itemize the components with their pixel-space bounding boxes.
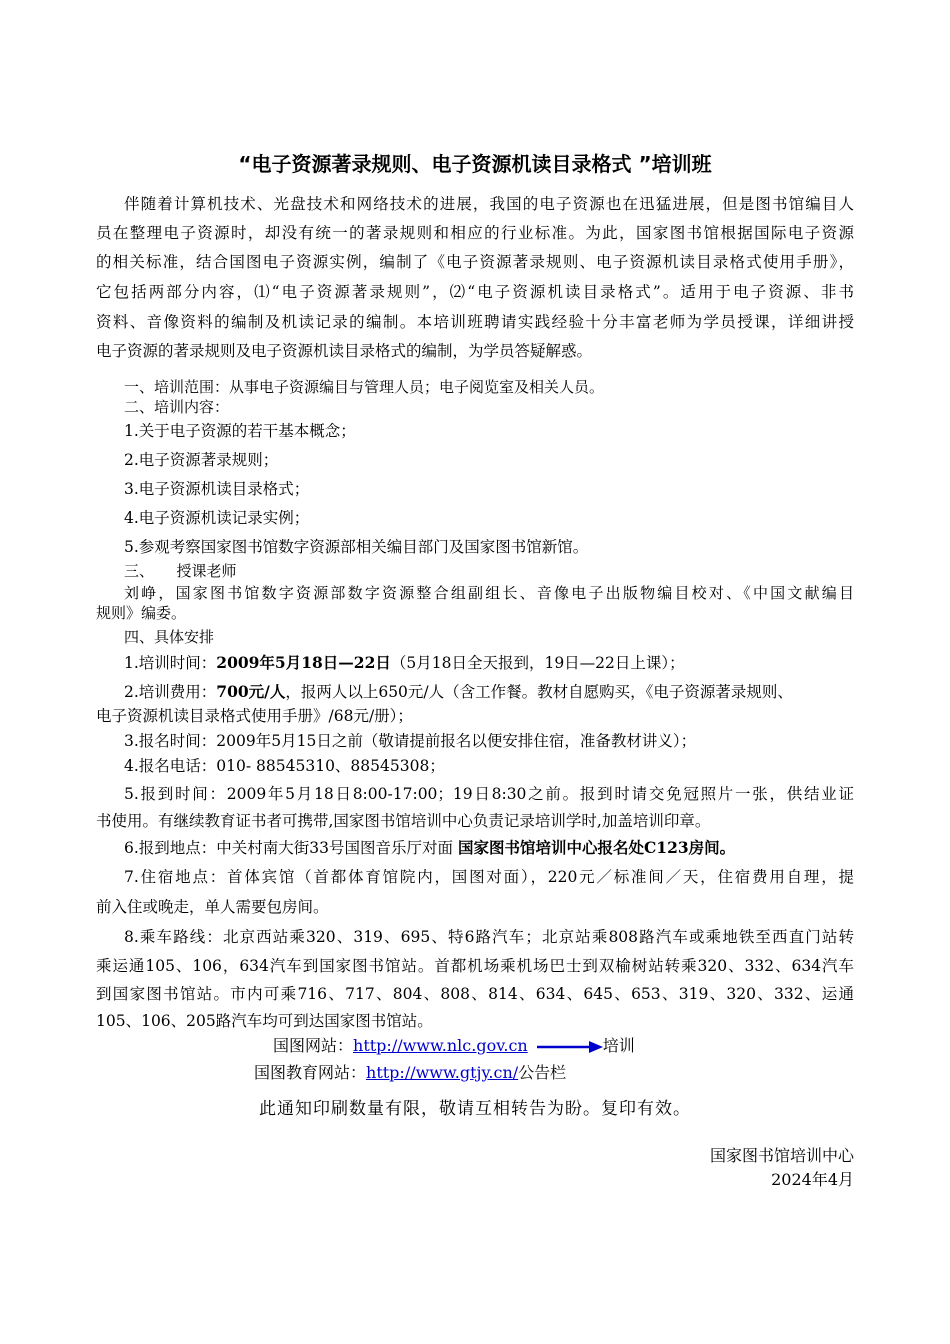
schedule-checkin: 书使用。有继续教育证书者可携带,国家图书馆培训中心负责记录培训学时,加盖培训印章。 [96,812,711,830]
schedule-fee [124,682,793,702]
schedule-fee-line2: 电子资源机读目录格式使用手册》/68元/册）； [96,707,413,725]
schedule-phone: 4.报名电话：010- 88545310、88545308； [124,757,445,775]
arrow-right-icon [537,1041,603,1053]
website-nlc-target: 培训 [602,1036,635,1055]
schedule-location-room: 国家图书馆培训中心报名处C123房间。 [457,838,736,857]
signature-organization: 国家图书馆培训中心 [709,1146,854,1165]
schedule-lodging: 前入住或晚走，单人需要包房间。 [96,898,329,916]
schedule-transport: 到国家图书馆站。市内可乘716、717、804、808、814、634、645、653、319、320、332、运通 [96,985,854,1003]
schedule-lodging: 7.住宿地点：首体宾馆（首都体育馆院内，国图对面），220元／标准间／天，住宿费用自理，提 [124,868,854,886]
intro-line: 员在整理电子资源时，却没有统一的著录规则和相应的行业标准。为此，国家图书馆根据国际电子资源 [96,224,854,242]
print-notice: 此通知印刷数量有限，敬请互相转告为盼。复印有效。 [259,1099,691,1119]
content-item: 5.参观考察国家图书馆数字资源部相关编目部门及国家图书馆新馆。 [124,538,589,556]
website-nlc-link[interactable]: http://www.nlc.gov.cn [353,1036,528,1055]
content-item: 2.电子资源著录规则； [124,451,279,469]
schedule-checkin: 5.报到时间：2009年5月18日8:00-17:00；19日8:30之前。报到时请交免冠照片一张，供结业证 [124,785,854,803]
content-item: 4.电子资源机读记录实例； [124,509,310,527]
schedule-fee-label: 2.培训费用： [124,683,217,701]
schedule-time-label: 1.培训时间： [124,654,217,672]
content-item: 1.关于电子资源的若干基本概念； [124,422,356,440]
schedule-time-dates: 2009年5月18日—22日 [216,653,391,672]
section-content-heading: 二、培训内容： [124,398,230,416]
intro-line: 电子资源的著录规则及电子资源机读目录格式的编制，为学员答疑解惑。 [96,342,593,360]
signature-date: 2024年4月 [771,1170,854,1189]
intro-line: 资料、音像资料的编制及机读记录的编制。本培训班聘请实践经验十分丰富老师为学员授课，详细讲授 [96,313,854,331]
schedule-transport: 105、106、205路汽车均可到达国家图书馆站。 [96,1012,433,1030]
intro-line: 伴随着计算机技术、光盘技术和网络技术的进展，我国的电子资源也在迅猛进展，但是图书馆编目人 [124,195,854,213]
website-gtjy-label: 国图教育网站： [254,1063,367,1082]
schedule-transport: 8.乘车路线：北京西站乘320、319、695、特6路汽车；北京站乘808路汽车或乘地铁至西直门站转 [124,928,854,946]
website-gtjy-suffix: 公告栏 [518,1063,567,1082]
content-item: 3.电子资源机读目录格式； [124,480,310,498]
schedule-fee-price: 700元/人 [216,682,286,701]
schedule-transport: 乘运通105、106，634汽车到国家图书馆站。首都机场乘机场巴士到双榆树站转乘320、332、634汽车 [96,957,854,975]
schedule-location-address: 6.报到地点：中关村南大街33号国图音乐厅对面 [124,839,458,857]
teacher-line: 规则》编委。 [96,604,187,622]
intro-line: 它包括两部分内容，⑴“电子资源著录规则”，⑵“电子资源机读目录格式”。适用于电子资源、非书 [96,283,854,301]
schedule-time [124,653,685,673]
intro-line: 的相关标准，结合国图电子资源实例，编制了《电子资源著录规则、电子资源机读目录格式使用手册》， [96,253,854,271]
section-teacher-heading: 三、 授课老师 [124,562,237,580]
website-nlc [273,1036,635,1056]
document-title: “电子资源著录规则、电子资源机读目录格式 ”培训班 [238,152,712,176]
schedule-fee-note: ，报两人以上650元/人（含工作餐。教材自愿购买，《电子资源著录规则、 [285,683,793,701]
schedule-registration: 3.报名时间：2009年5月15日之前（敬请提前报名以便安排住宿，准备教材讲义）； [124,732,697,750]
teacher-line: 刘峥，国家图书馆数字资源部数字资源整合组副组长、音像电子出版物编目校对、《中国文献编目 [124,584,854,602]
website-nlc-label: 国图网站： [273,1036,354,1055]
section-scope: 一、培训范围：从事电子资源编目与管理人员；电子阅览室及相关人员。 [124,378,605,396]
schedule-time-note: （5月18日全天报到，19日—22日上课）； [390,654,685,672]
section-schedule-heading: 四、具体安排 [124,628,215,646]
schedule-location [124,838,735,858]
website-gtjy-link[interactable]: http://www.gtjy.cn/ [366,1063,519,1082]
website-gtjy [254,1063,566,1083]
